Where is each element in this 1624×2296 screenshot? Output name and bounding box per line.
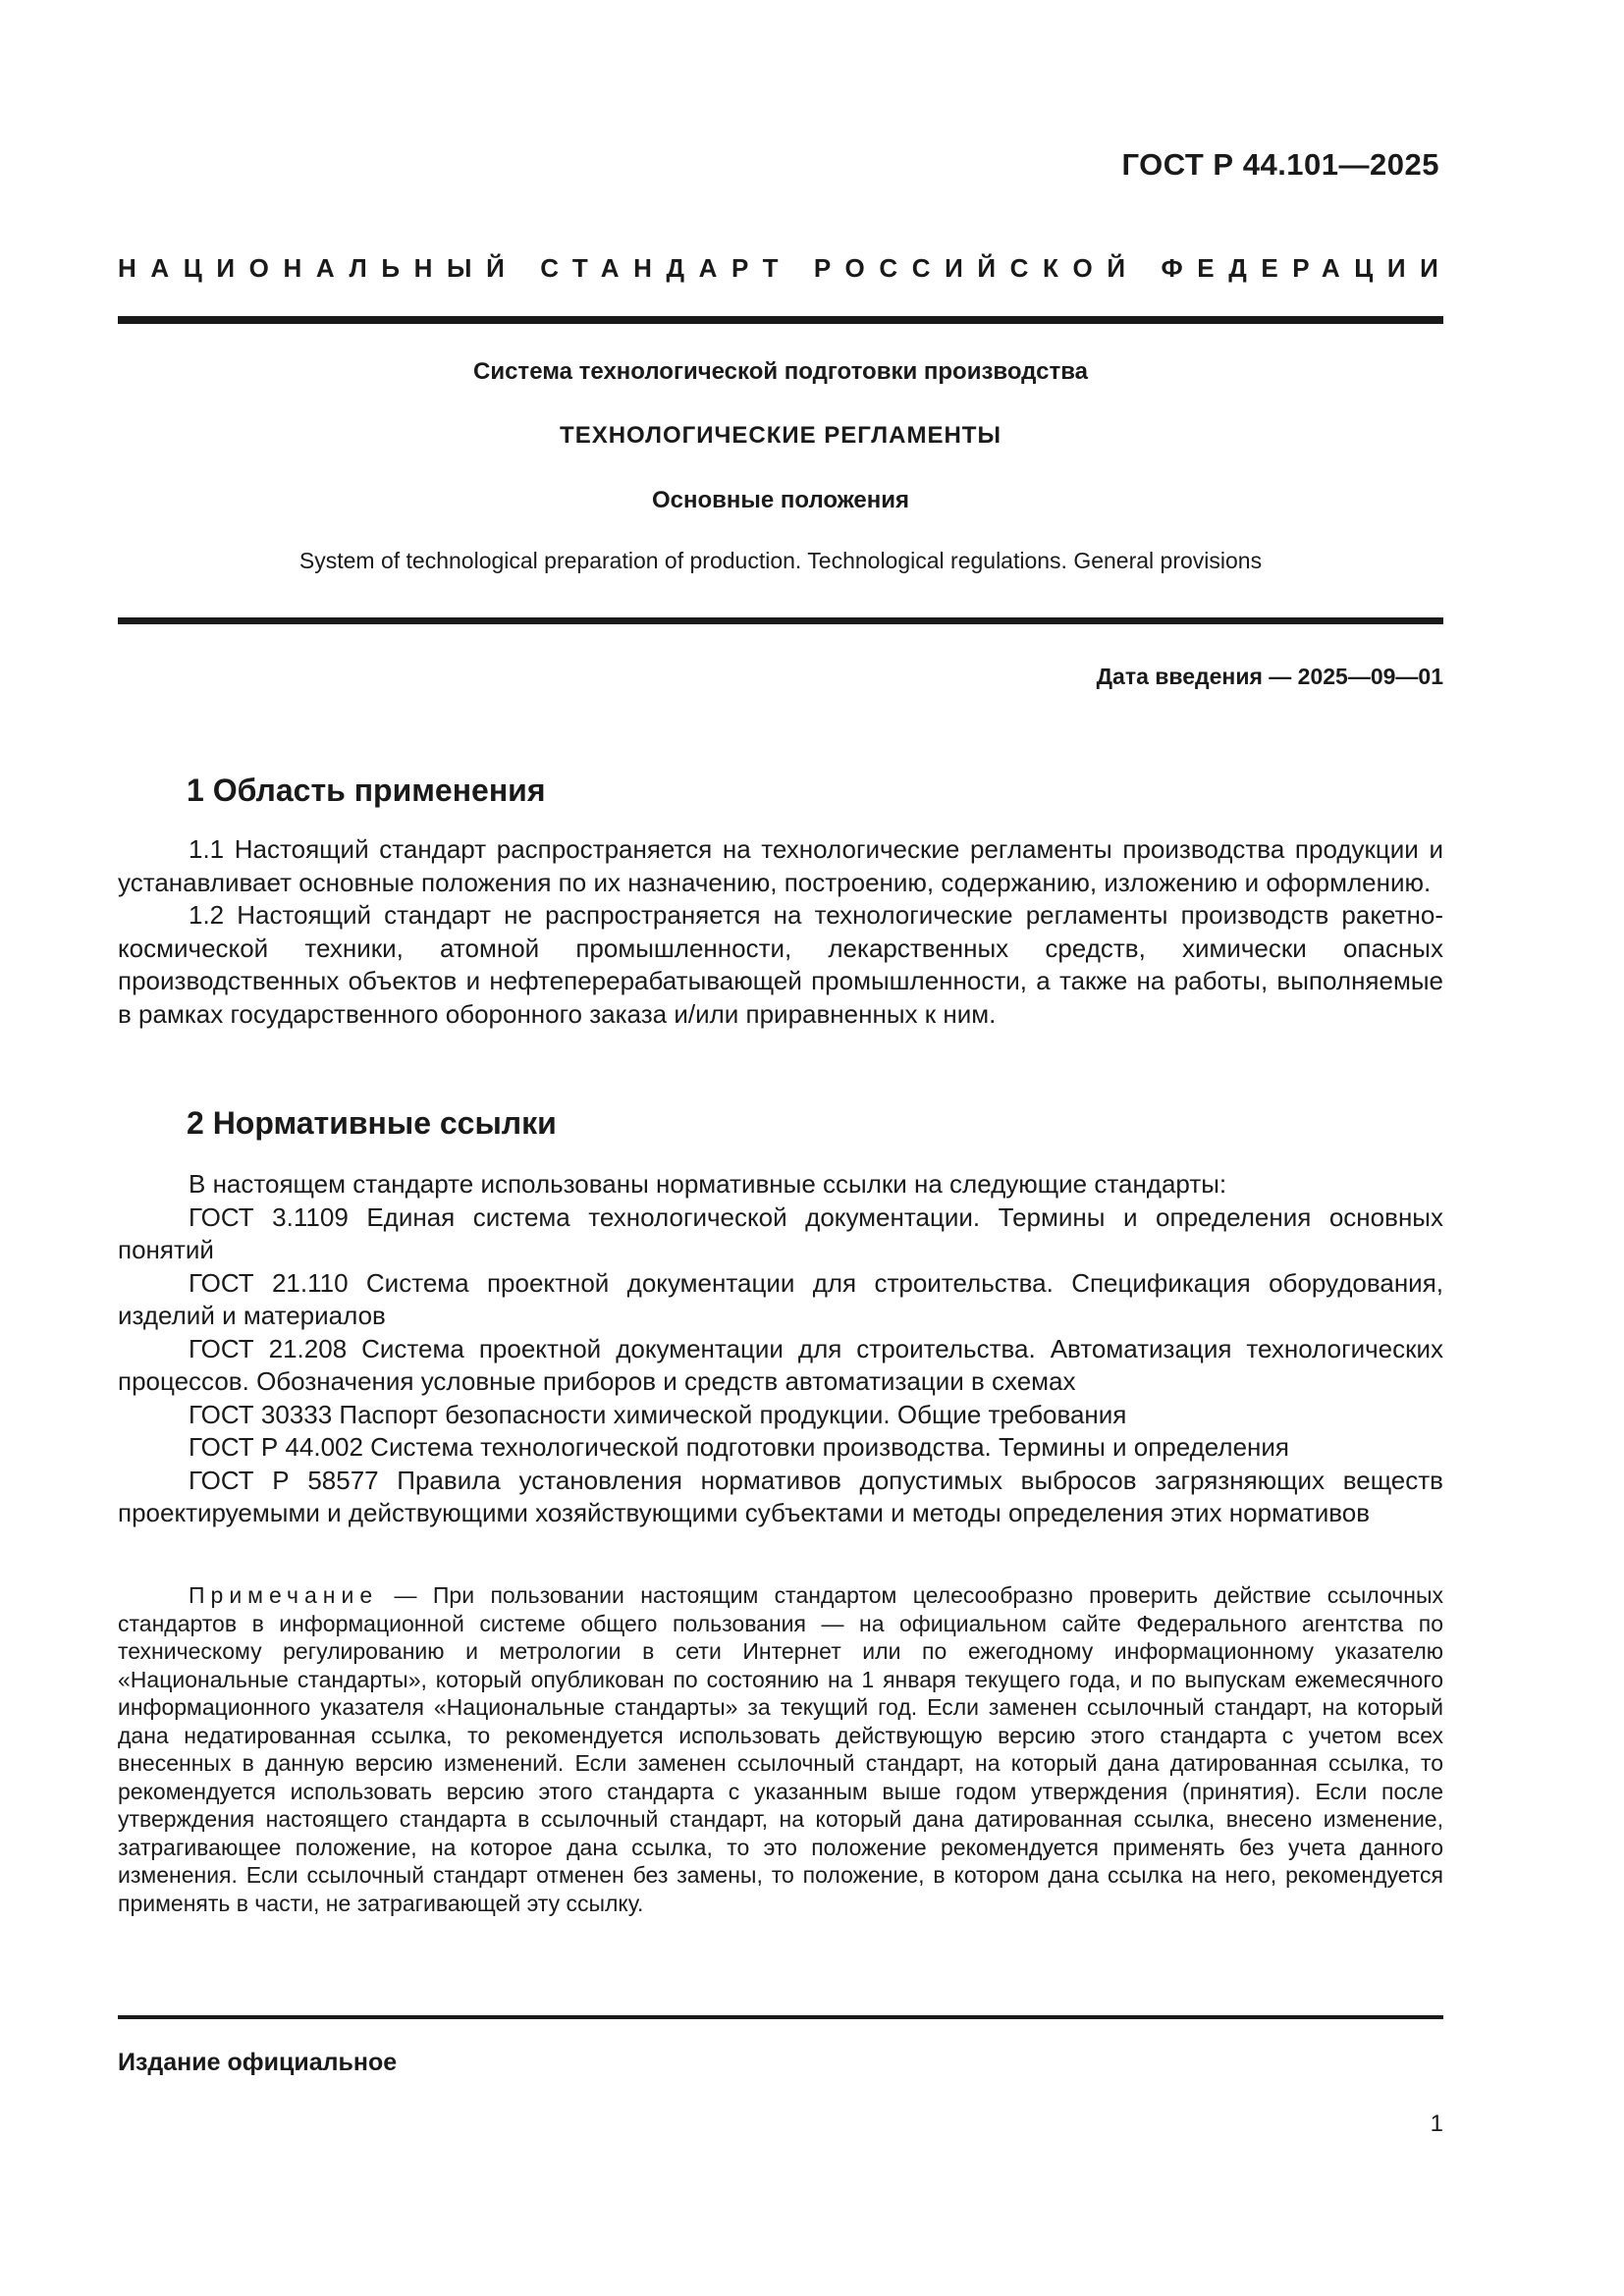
note (118, 1581, 1443, 1917)
reference-item: ГОСТ 21.208 Система проектной документации для строительства. Автоматизация технологических процессов. Обозначения условные приборов и средств автоматизации в схемах (118, 1333, 1443, 1396)
top-rule (118, 316, 1443, 324)
section-1-heading: 1 Область применения (187, 773, 546, 808)
reference-item: ГОСТ 30333 Паспорт безопасности химической продукции. Общие требования (189, 1399, 1127, 1429)
reference-item: ГОСТ Р 58577 Правила установления нормативов допустимых выбросов загрязняющих веществ проектируемыми и действующими хозяйствующими субъектами и методы определения этих нормативов (118, 1465, 1443, 1527)
note-text: — При пользовании настоящим стандартом целесообразно проверить действие ссылочных стандартов в информационной системе общего пользования — на официальном сайте Федерального агентства по техническому регулированию и метрологии в сети Интернет или по ежегодному информационному указателю «Национальные стандарты», который опубликован по состоянию на 1 января текущего года, и по выпускам ежемесячного информационного указателя «Национальные стандарты» за текущий год. Если заменен ссылочный стандарт, на который дана недатированная ссылка, то рекомендуется использовать действующую версию этого стандарта с учетом всех внесенных в данную версию изменений. Если заменен ссылочный стандарт, на который дана датированная ссылка, то рекомендуется использовать версию этого стандарта с указанным выше годом утверждения (принятия). Если после утверждения настоящего стандарта в ссылочный стандарт, на который дана датированная ссылка, внесено изменение, затрагивающее положение, на которое дана ссылка, то это положение рекомендуется применять без учета данного изменения. Если ссылочный стандарт отменен без замены, то положение, в котором дана ссылка на него, рекомендуется применять в части, не затрагивающей эту ссылку. (118, 1582, 1443, 1916)
intro-date: Дата введения — 2025—09—01 (1096, 664, 1443, 689)
title-english: System of technological preparation of production. Technological regulations. General provisions (298, 548, 1263, 573)
national-standard-header: НАЦИОНАЛЬНЫЙ СТАНДАРТ РОССИЙСКОЙ ФЕДЕРАЦИИ (118, 253, 1453, 283)
title-sub: Основные положения (651, 487, 910, 513)
page-number: 1 (1430, 2110, 1443, 2137)
title-rule (118, 617, 1443, 624)
reference-item: ГОСТ 21.110 Система проектной документации для строительства. Спецификация оборудования, изделий и материалов (118, 1267, 1443, 1330)
references-intro: В настоящем стандарте использованы нормативные ссылки на следующие стандарты: (189, 1169, 1227, 1199)
section-2-heading: 2 Нормативные ссылки (187, 1105, 557, 1141)
section-1-body (118, 833, 1443, 1031)
title-system: Система технологической подготовки производства (473, 358, 1088, 385)
title-main: ТЕХНОЛОГИЧЕСКИЕ РЕГЛАМЕНТЫ (560, 422, 1001, 449)
note-label: Примечание (189, 1582, 379, 1608)
reference-item: ГОСТ 3.1109 Единая система технологической документации. Термины и определения основных понятий (118, 1201, 1443, 1264)
paragraph-1-1: 1.1 Настоящий стандарт распространяется на технологические регламенты производства продукции и устанавливает основные положения по их назначению, построению, содержанию, изложению и оформлению. (118, 834, 1443, 897)
gost-number: ГОСТ Р 44.101—2025 (1121, 147, 1439, 182)
note-paragraph (118, 1581, 1443, 1917)
paragraph-1-2: 1.2 Настоящий стандарт не распространяется на технологические регламенты производств ракетно-космической техники, атомной промышленности, лекарственных средств, химически опасных производственных объектов и нефтеперерабатывающей промышленности, а также на работы, выполняемые в рамках государственного оборонного заказа и/или приравненных к ним. (118, 900, 1443, 1029)
section-2-body (118, 1168, 1443, 1530)
official-edition-label: Издание официальное (118, 2049, 398, 2076)
reference-item: ГОСТ Р 44.002 Система технологической подготовки производства. Термины и определения (189, 1432, 1289, 1462)
footer-rule (118, 2015, 1443, 2019)
